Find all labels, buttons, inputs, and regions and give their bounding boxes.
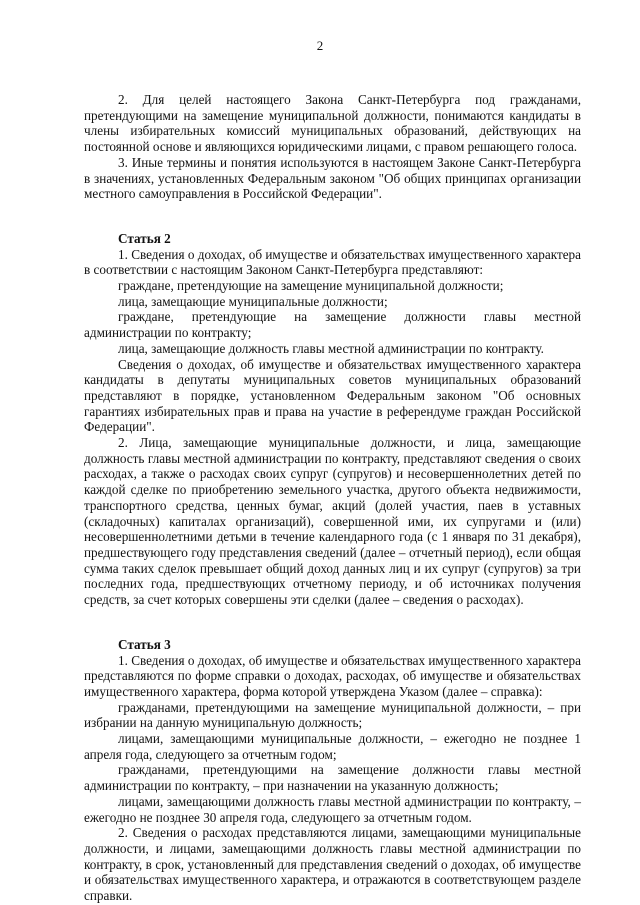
paragraph: 2. Сведения о расходах представляются лицами, замещающими муниципальные должности, и лицами, замещающими должность главы местной администрации по контракту, в срок, установленный для представления сведений о доходах, об имуществе и обязательствах имущественного характера, и отражаются в соответствующем разделе справки. xyxy=(84,825,581,904)
paragraph: лица, замещающие муниципальные должности; xyxy=(118,293,388,309)
article-heading: Статья 3 xyxy=(118,636,171,652)
paragraph: 1. Сведения о доходах, об имуществе и обязательствах имущественного характера в соответствии с настоящим Законом Санкт-Петербурга представляют: xyxy=(84,246,582,278)
paragraph: граждане, претендующие на замещение муниципальной должности; xyxy=(118,278,504,294)
paragraph: лицами, замещающими должность главы местной администрации по контракту, – ежегодно не позднее 30 апреля года, следующего за отчетным годом. xyxy=(84,793,581,825)
paragraph: гражданами, претендующими на замещение должности главы местной администрации по контракту, – при назначении на указанную должность; xyxy=(84,762,581,794)
article-heading: Статья 2 xyxy=(118,230,171,246)
paragraph: лицами, замещающими муниципальные должности, – ежегодно не позднее 1 апреля года, следующего за отчетным годом; xyxy=(84,731,581,762)
paragraph: лица, замещающие должность главы местной администрации по контракту. xyxy=(118,340,544,356)
paragraph: 2. Для целей настоящего Закона Санкт-Петербурга под гражданами, претендующими на замещение муниципальной должности, понимаются кандидаты в члены избирательных комиссий муниципальных образований, действующих на постоянной основе и являющихся юридическими лицами, с правом решающего голоса. xyxy=(84,92,581,155)
paragraph: граждане, претендующие на замещение должности главы местной администрации по контракту; xyxy=(84,309,581,341)
paragraph: 1. Сведения о доходах, об имуществе и обязательствах имущественного характера представляются по форме справки о доходах, расходах, об имуществе и обязательствах имущественного характера, форма которой утверждена Указом (далее – справка): xyxy=(84,652,582,699)
paragraph: 3. Иные термины и понятия используются в настоящем Законе Санкт-Петербурга в значениях, установленных Федеральным законом "Об общих принципах организации местного самоуправления в Российской Федерации". xyxy=(84,154,581,202)
paragraph: Сведения о доходах, об имуществе и обязательствах имущественного характера кандидаты в депутаты муниципальных советов муниципальных образований представляют в порядке, установленном Федеральным законом "Об основных гарантиях избирательных прав и права на участие в референдуме граждан Российской Федерации". xyxy=(84,356,581,435)
paragraph: гражданами, претендующими на замещение муниципальной должности, – при избрании на данную муниципальную должность; xyxy=(84,699,581,731)
paragraph: 2. Лица, замещающие муниципальные должности, и лица, замещающие должность главы местной администрации по контракту, представляют сведения о своих расходах, а также о расходах своих супруг (супругов) и несовершеннолетних детей по каждой сделке по приобретению земельного участка, другого объекта недвижимости, транспортного средства, ценных бумаг, акций (долей участия, паев в уставных (складочных) капиталах организаций), совершенной ими, их супругами и (или) несовершеннолетними детьми в течение календарного года (с 1 января по 31 декабря), предшествующего году представления сведений (далее – отчетный период), если общая сумма таких сделок превышает общий доход данных лиц и их супруг (супругов) за три последних года, предшествующих отчетному периоду, и об источниках получения средств, за счет которых совершены эти сделки (далее – сведения о расходах). xyxy=(84,435,581,608)
page-number: 2 xyxy=(316,38,324,53)
document-body xyxy=(84,92,581,904)
